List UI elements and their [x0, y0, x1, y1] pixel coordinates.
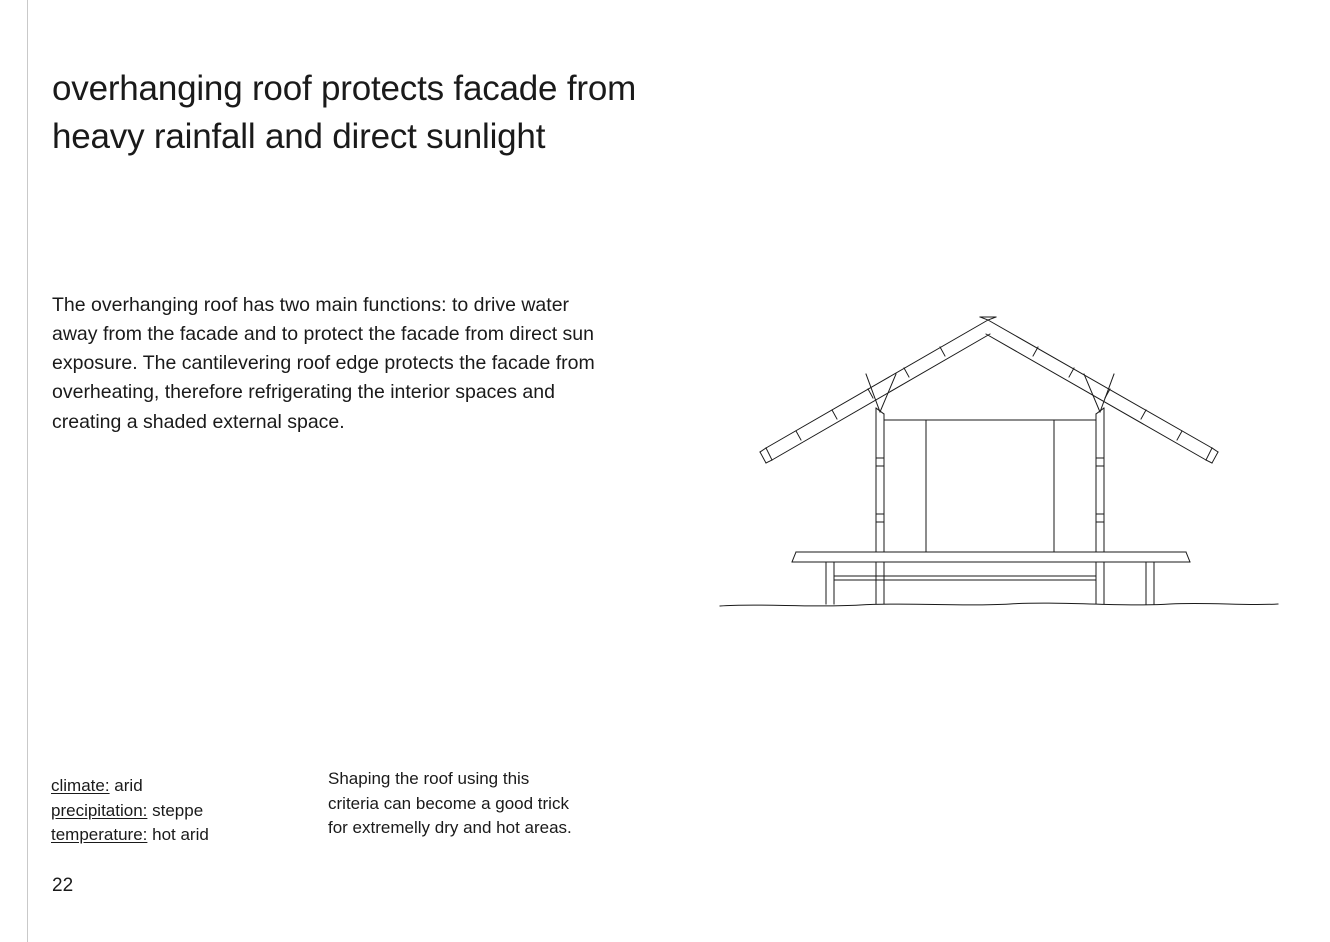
metadata-row [51, 774, 311, 799]
page-title: overhanging roof protects facade from heavy rainfall and direct sunlight [52, 69, 637, 157]
body-paragraph: The overhanging roof has two main functions: to drive water away from the facade and to protect the facade from direct sun exposure. The cantilevering roof edge protects the facade from overheating, therefore refrigerating the interior spaces and creating a shaded external space. [52, 293, 595, 433]
figure-caption: Shaping the roof using this criteria can become a good trick for extremelly dry and hot areas. [328, 769, 572, 837]
metadata-row [51, 799, 311, 824]
page-gutter-rule [27, 0, 28, 942]
metadata-key-temperature: temperature: [51, 825, 148, 844]
metadata-list [51, 774, 311, 848]
page-number: 22 [52, 875, 74, 896]
building-section-drawing [700, 290, 1300, 630]
metadata-row [51, 823, 311, 848]
metadata-key-precipitation: precipitation: [51, 800, 148, 820]
metadata-value-climate: arid [109, 776, 143, 795]
metadata-value-temperature: hot arid [147, 825, 209, 844]
metadata-value-precipitation: steppe [147, 800, 204, 820]
metadata-key-climate: climate: [51, 776, 110, 795]
